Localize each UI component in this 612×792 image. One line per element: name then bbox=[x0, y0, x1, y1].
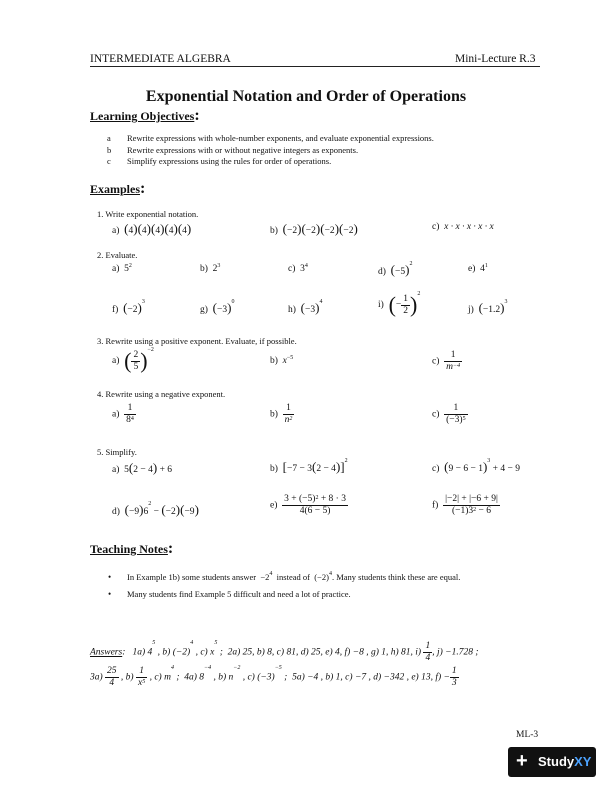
example-2a: a) $5^2$ bbox=[112, 263, 132, 274]
example-3b: b) $x^{-5}$ bbox=[270, 355, 294, 366]
answers-line-1: Answers: 1a) $4^5$ , b) $(-2)^4$ , c) $x^5$ ; 2a) 25, b) 8, c) 81, d) 25, e) 4, f) −8 , g) 1, h) 81, i) $\frac{1}{4}$ , j) −1.728 ; bbox=[90, 640, 479, 663]
example-2i: i) (− $\frac{1}{2}$ )$^2$ bbox=[378, 291, 421, 317]
example-4c: c) $\frac{1}{(-3)^5}$ bbox=[432, 403, 466, 425]
example-4a: a) $\frac{1}{8^4}$ bbox=[112, 403, 134, 425]
example-2j: j) $(-1.2)^3$ bbox=[468, 299, 508, 315]
example-5c: c) $(9 - 6 - 1)^3 + 4 - 9$ bbox=[432, 458, 521, 474]
example-2g: g) $(-3)^0$ bbox=[200, 299, 235, 315]
example-2f: f) $(-2)^3$ bbox=[112, 299, 145, 315]
objective-a-letter: a bbox=[107, 133, 111, 143]
example-4-prompt: 4. Rewrite using a negative exponent. bbox=[97, 389, 226, 399]
example-1-prompt: 1. Write exponential notation. bbox=[97, 209, 199, 219]
objective-c-letter: c bbox=[107, 156, 111, 166]
example-2d: d) $(-5)^2$ bbox=[378, 261, 413, 277]
teaching-notes-heading: Teaching Notes: bbox=[90, 540, 174, 557]
teaching-note-2: Many students find Example 5 difficult and need a lot of practice. bbox=[127, 589, 351, 599]
plus-icon: + bbox=[516, 750, 528, 772]
example-1b: b) (−2)(−2)(−2)(−2) bbox=[270, 221, 358, 236]
studyxy-logo bbox=[508, 747, 596, 777]
objective-b-letter: b bbox=[107, 145, 112, 155]
example-3a: a) ( $\frac{2}{5}$ )$^{-2}$ bbox=[112, 347, 154, 373]
example-5-prompt: 5. Simplify. bbox=[97, 447, 137, 457]
example-4b: b) $\frac{1}{n^2}$ bbox=[270, 403, 293, 425]
teaching-note-1: In Example 1b) some students answer $-2^4$ instead of $(-2)^4$. Many students think these are equal. bbox=[127, 571, 461, 582]
page-number: ML-3 bbox=[516, 730, 539, 740]
example-2b: b) $2^3$ bbox=[200, 263, 221, 274]
page-title: Exponential Notation and Order of Operations bbox=[145, 88, 467, 105]
example-1c: c) x · x · x · x · x bbox=[432, 222, 494, 232]
course-name: INTERMEDIATE ALGEBRA bbox=[90, 53, 231, 65]
example-2h: h) $(-3)^4$ bbox=[288, 299, 323, 315]
logo-text: StudyXY bbox=[538, 754, 592, 769]
bullet-icon: • bbox=[108, 572, 112, 582]
example-5b: b) $[-7 - 3(2 - 4)]^2$ bbox=[270, 458, 348, 474]
example-2c: c) $3^4$ bbox=[288, 263, 308, 274]
example-3c: c) $\frac{1}{m^{-4}}$ bbox=[432, 350, 461, 372]
example-3-prompt: 3. Rewrite using a positive exponent. Evaluate, if possible. bbox=[97, 336, 297, 346]
bullet-icon: • bbox=[108, 589, 112, 599]
example-5d: d) $(-9)6^2 - (-2)(-9)$ bbox=[112, 501, 199, 517]
example-2-prompt: 2. Evaluate. bbox=[97, 250, 138, 260]
header-rule bbox=[90, 66, 540, 67]
lecture-id: Mini-Lecture R.3 bbox=[455, 53, 536, 65]
example-5f: f) $\frac{|-2| + |-6 + 9|}{(-1)3^2 - 6}$ bbox=[432, 494, 498, 516]
objectives-heading: Learning Objectives: bbox=[90, 107, 200, 124]
example-1a: a) (4)(4)(4)(4)(4) bbox=[112, 221, 192, 236]
example-5a: a) 5(2 − 4) + 6 bbox=[112, 460, 173, 475]
example-5e: e) $\frac{3 + (-5)^2 + 8 \cdot 3}{4(6 - 5)}$ bbox=[270, 494, 346, 516]
objective-a: Rewrite expressions with whole-number exponents, and evaluate exponential expressions. bbox=[127, 133, 434, 143]
answers-line-2: 3a) $\frac{25}{4}$ , b) $\frac{1}{x^5}$ , c) $m^4$ ; 4a) $8^{-4}$ , b) $n^{-2}$ , c) $(-3)^{-5}$ ; 5a) −4 , b) 1, c) −7 , d) −342 , e) 13, f) − $\frac{1}{3}$ bbox=[90, 665, 457, 688]
objective-c: Simplify expressions using the rules for order of operations. bbox=[127, 156, 332, 166]
objective-b: Rewrite expressions with or without negative integers as exponents. bbox=[127, 145, 359, 155]
examples-heading: Examples: bbox=[90, 180, 146, 197]
example-2e: e) $4^1$ bbox=[468, 263, 488, 274]
